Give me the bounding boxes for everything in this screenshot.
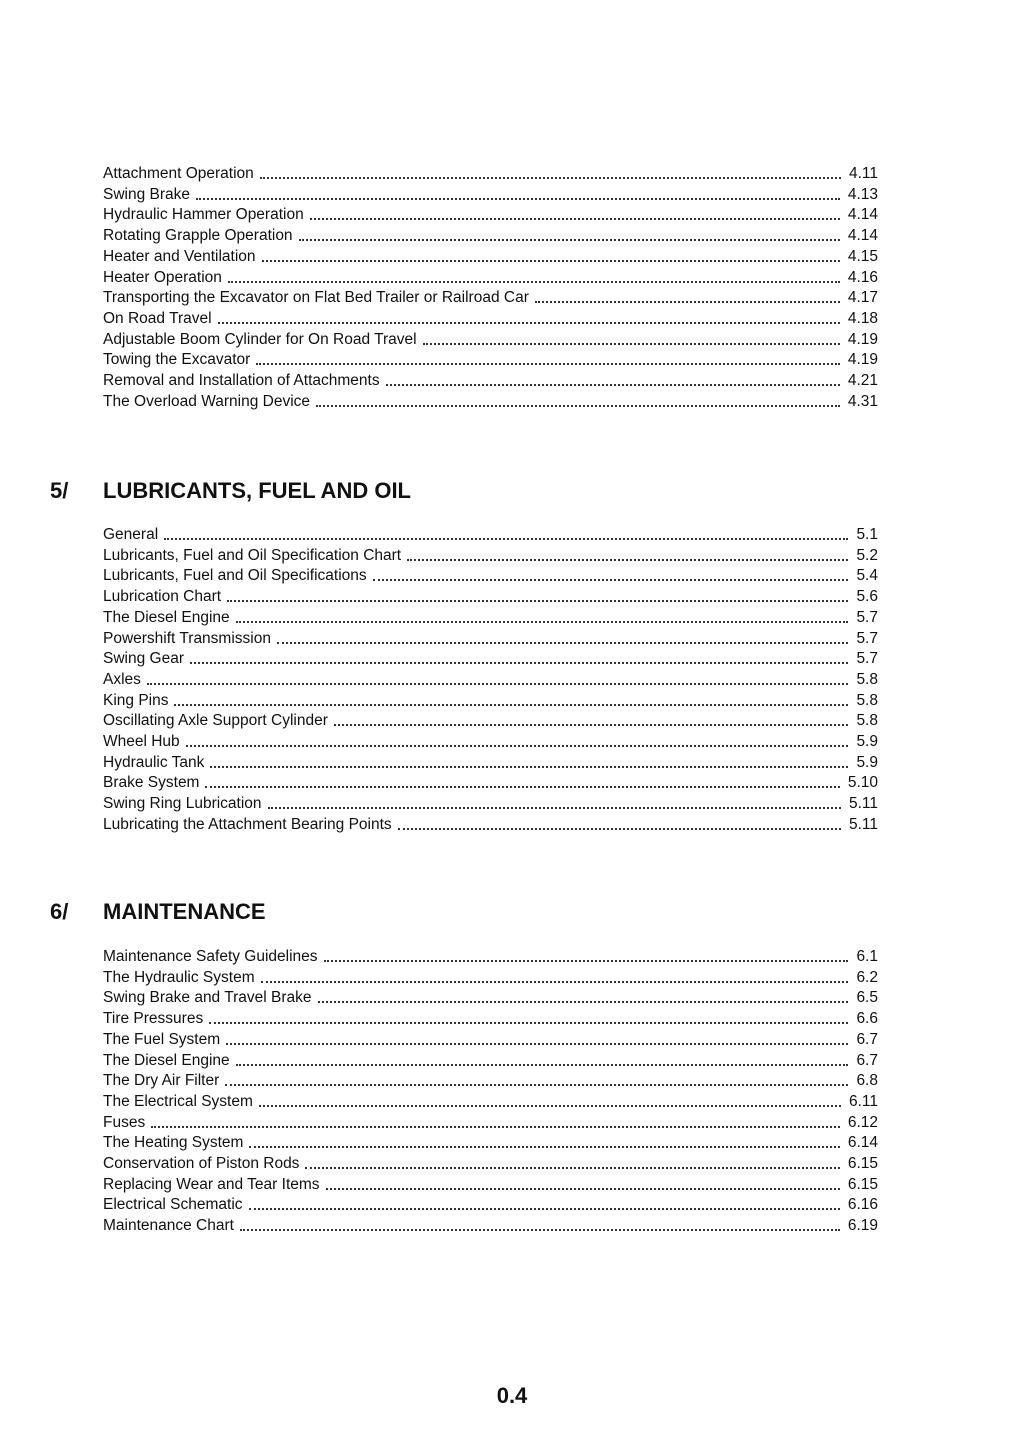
dot-leader [316, 405, 840, 407]
toc-entry-page: 5.1 [856, 526, 878, 543]
dot-leader [236, 621, 849, 623]
toc-entry-title: Lubricants, Fuel and Oil Specifications [103, 567, 367, 584]
dot-leader [423, 343, 840, 345]
toc-entry [103, 1050, 878, 1070]
toc-entry-page: 5.6 [856, 588, 878, 605]
dot-leader [210, 766, 848, 768]
toc-entry-title: Tire Pressures [103, 1010, 204, 1027]
toc-entry [103, 246, 878, 266]
toc-entry-page: 6.12 [847, 1114, 878, 1131]
toc-entry-title: Swing Brake and Travel Brake [103, 989, 312, 1006]
toc-entry-page: 6.15 [847, 1155, 878, 1172]
section-6-number: 6/ [50, 899, 69, 924]
dot-leader [305, 1167, 839, 1169]
toc-entry-title: Wheel Hub [103, 733, 180, 750]
toc-entry-title: Lubricating the Attachment Bearing Points [103, 816, 392, 833]
toc-entry-title: The Hydraulic System [103, 969, 255, 986]
toc-entry [103, 370, 878, 390]
dot-leader [240, 1229, 840, 1231]
toc-entry [103, 1112, 878, 1132]
toc-entry-page: 5.11 [848, 795, 878, 812]
toc-entry-page: 4.11 [848, 165, 878, 182]
toc-entry-page: 6.2 [856, 969, 878, 986]
toc-entry [103, 329, 878, 349]
toc-entry-title: Hydraulic Tank [103, 754, 205, 771]
dot-leader [318, 1001, 849, 1003]
toc-entry-page: 5.4 [856, 567, 878, 584]
toc-entry [103, 204, 878, 224]
toc-entry [103, 1029, 878, 1049]
toc-entry [103, 545, 878, 565]
dot-leader [398, 828, 841, 830]
toc-entry-title: Conservation of Piston Rods [103, 1155, 300, 1172]
toc-entry [103, 752, 878, 772]
toc-entry-page: 4.14 [847, 206, 878, 223]
toc-entry-page: 5.8 [856, 671, 878, 688]
toc-entry [103, 772, 878, 792]
dot-leader [186, 745, 849, 747]
toc-entry [103, 267, 878, 287]
toc-entry-page: 4.19 [847, 351, 878, 368]
toc-entry-page: 5.8 [856, 692, 878, 709]
dot-leader [228, 281, 840, 283]
toc-entry [103, 628, 878, 648]
dot-leader [261, 981, 849, 983]
dot-leader [407, 559, 848, 561]
dot-leader [268, 807, 841, 809]
dot-leader [324, 960, 849, 962]
toc-entry-page: 5.10 [847, 774, 878, 791]
toc-entry-page: 4.18 [847, 310, 878, 327]
toc-entry-page: 5.2 [856, 547, 878, 564]
toc-entry-title: Towing the Excavator [103, 351, 251, 368]
toc-entry [103, 731, 878, 751]
toc-entry-title: Attachment Operation [103, 165, 254, 182]
toc-entry-title: Hydraulic Hammer Operation [103, 206, 304, 223]
toc-entry-title: Replacing Wear and Tear Items [103, 1176, 320, 1193]
toc-entry-page: 6.5 [856, 989, 878, 1006]
toc-entry [103, 308, 878, 328]
toc-entry [103, 287, 878, 307]
dot-leader [260, 177, 841, 179]
toc-entry-page: 6.16 [847, 1196, 878, 1213]
toc-entry-title: Fuses [103, 1114, 146, 1131]
toc-entry-title: Lubricants, Fuel and Oil Specification Chart [103, 547, 402, 564]
toc-entry-title: Removal and Installation of Attachments [103, 372, 380, 389]
toc-entry [103, 607, 878, 627]
toc-entry-title: Heater Operation [103, 269, 222, 286]
toc-entry [103, 1153, 878, 1173]
dot-leader [225, 1084, 848, 1086]
toc-entry [103, 946, 878, 966]
dot-leader [218, 322, 840, 324]
toc-entry [103, 814, 878, 834]
dot-leader [209, 1022, 848, 1024]
dot-leader [249, 1208, 840, 1210]
toc-entry [103, 225, 878, 245]
dot-leader [310, 218, 840, 220]
toc-entry [103, 967, 878, 987]
toc-entry-title: Swing Brake [103, 186, 191, 203]
toc-entry [103, 669, 878, 689]
section-6-title: MAINTENANCE [103, 899, 266, 924]
toc-entry [103, 987, 878, 1007]
toc-entry-page: 5.7 [856, 609, 878, 626]
toc-entry-page: 6.19 [847, 1217, 878, 1234]
dot-leader [259, 1105, 841, 1107]
dot-leader [326, 1188, 840, 1190]
toc-entry-page: 5.7 [856, 630, 878, 647]
toc-entry [103, 349, 878, 369]
toc-entry-page: 6.15 [847, 1176, 878, 1193]
toc-entry-page: 4.15 [847, 248, 878, 265]
toc-entry-page: 4.19 [847, 331, 878, 348]
toc-entry [103, 1132, 878, 1152]
toc-entry-title: On Road Travel [103, 310, 212, 327]
toc-entry-title: General [103, 526, 159, 543]
toc-entry-title: The Diesel Engine [103, 1052, 230, 1069]
toc-entry-page: 4.16 [847, 269, 878, 286]
toc-entry-title: Powershift Transmission [103, 630, 271, 647]
toc-entry-page: 5.9 [856, 733, 878, 750]
dot-leader [205, 786, 839, 788]
toc-entry [103, 690, 878, 710]
toc-entry [103, 163, 878, 183]
toc-entry-title: Brake System [103, 774, 200, 791]
toc-entry [103, 184, 878, 204]
toc-entry-page: 5.9 [856, 754, 878, 771]
toc-entry-title: Maintenance Chart [103, 1217, 234, 1234]
dot-leader [299, 239, 840, 241]
dot-leader [262, 260, 840, 262]
toc-entry-title: Swing Ring Lubrication [103, 795, 262, 812]
toc-entry-page: 4.14 [847, 227, 878, 244]
toc-entry-page: 6.14 [847, 1134, 878, 1151]
toc-entry-title: Oscillating Axle Support Cylinder [103, 712, 328, 729]
toc-entry-title: Transporting the Excavator on Flat Bed Trailer or Railroad Car [103, 289, 529, 306]
section-5-number: 5/ [50, 478, 69, 503]
page-number: 0.4 [496, 1383, 528, 1408]
dot-leader [249, 1146, 839, 1148]
toc-entry-page: 5.8 [856, 712, 878, 729]
dot-leader [334, 724, 849, 726]
toc-entry-page: 6.8 [856, 1072, 878, 1089]
toc-entry-page: 6.7 [856, 1052, 878, 1069]
toc-entry [103, 391, 878, 411]
toc-entry-title: The Overload Warning Device [103, 393, 311, 410]
toc-entry [103, 1174, 878, 1194]
toc-entry-title: The Diesel Engine [103, 609, 230, 626]
toc-entry-page: 6.11 [848, 1093, 878, 1110]
toc-entry-title: The Heating System [103, 1134, 244, 1151]
dot-leader [256, 363, 840, 365]
dot-leader [373, 579, 849, 581]
toc-entry-title: The Fuel System [103, 1031, 221, 1048]
toc-entry-page: 4.17 [847, 289, 878, 306]
toc-entry-page: 6.1 [856, 948, 878, 965]
toc-entry [103, 1215, 878, 1235]
toc-entry [103, 648, 878, 668]
toc-entry-title: Electrical Schematic [103, 1196, 243, 1213]
toc-entry-title: Axles [103, 671, 141, 688]
section-5-title: LUBRICANTS, FUEL AND OIL [103, 478, 411, 503]
toc-entry [103, 710, 878, 730]
toc-entry [103, 565, 878, 585]
dot-leader [151, 1126, 840, 1128]
toc-entry-page: 4.21 [847, 372, 878, 389]
toc-entry-page: 5.11 [848, 816, 878, 833]
toc-entry-title: Adjustable Boom Cylinder for On Road Travel [103, 331, 417, 348]
toc-entry-page: 6.6 [856, 1010, 878, 1027]
toc-entry [103, 793, 878, 813]
toc-entry [103, 586, 878, 606]
toc-entry-title: Maintenance Safety Guidelines [103, 948, 318, 965]
toc-entry-title: Rotating Grapple Operation [103, 227, 293, 244]
toc-entry-title: Heater and Ventilation [103, 248, 256, 265]
dot-leader [277, 642, 848, 644]
toc-entry-page: 5.7 [856, 650, 878, 667]
dot-leader [147, 683, 849, 685]
dot-leader [535, 301, 840, 303]
toc-entry-page: 6.7 [856, 1031, 878, 1048]
toc-entry [103, 1194, 878, 1214]
dot-leader [226, 1043, 848, 1045]
toc-entry [103, 1008, 878, 1028]
toc-entry-page: 4.31 [847, 393, 878, 410]
dot-leader [164, 538, 848, 540]
toc-entry-title: Lubrication Chart [103, 588, 222, 605]
toc-entry [103, 524, 878, 544]
dot-leader [386, 384, 840, 386]
dot-leader [236, 1064, 849, 1066]
toc-entry-title: Swing Gear [103, 650, 184, 667]
dot-leader [174, 704, 848, 706]
dot-leader [190, 662, 848, 664]
toc-entry-title: The Electrical System [103, 1093, 253, 1110]
toc-entry-title: King Pins [103, 692, 169, 709]
dot-leader [227, 600, 848, 602]
toc-entry [103, 1091, 878, 1111]
dot-leader [196, 198, 840, 200]
toc-entry-title: The Dry Air Filter [103, 1072, 220, 1089]
toc-entry-page: 4.13 [847, 186, 878, 203]
toc-entry [103, 1070, 878, 1090]
